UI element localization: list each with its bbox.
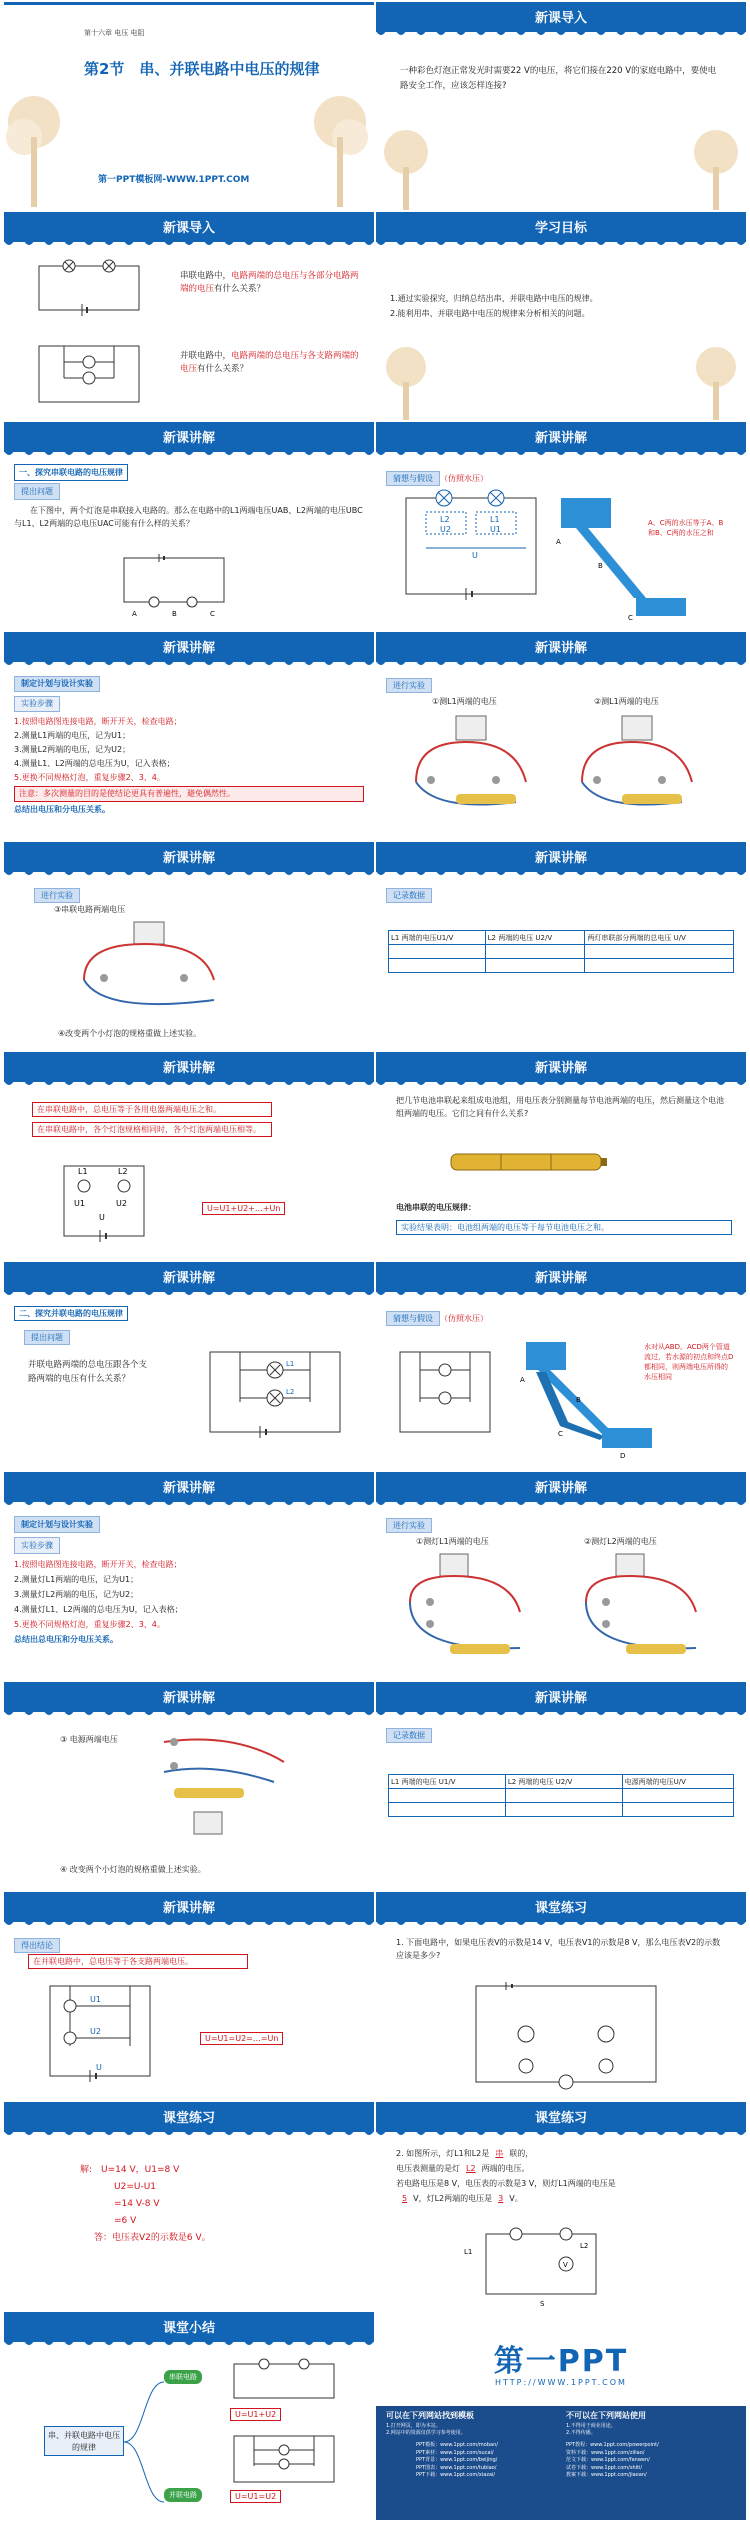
series-question: 串联电路中，电路两端的总电压与各部分电路两端的电压有什么关系？: [180, 271, 359, 294]
credits-col-title: 可以在下列网站找到模板: [386, 2411, 474, 2420]
tree-decoration: [686, 122, 746, 210]
slide-header: 新课讲解: [376, 1262, 746, 1292]
credit-link[interactable]: PPT下载：www.1ppt.com/xiazai/: [416, 2472, 496, 2478]
wave-border: [4, 2131, 374, 2139]
step-item: 2.测量L1两端的电压，记为U1；: [14, 731, 131, 740]
exercise-circuit-diagram: [466, 1976, 666, 2094]
wave-border: [376, 451, 746, 459]
slide-parallel-plan[interactable]: [4, 1472, 374, 1680]
svg-text:L1: L1: [464, 2248, 473, 2256]
battery-text: 把几节电池串联起来组成电池组，用电压表分别测量每节电池两端的电压，然后测量这个电池组两端的电压。它们之间有什么关系?: [396, 1096, 724, 1118]
tag-label: 提出问题: [24, 1330, 70, 1345]
summary-center-box: 串、并联电路中电压的规律: [44, 2426, 124, 2456]
slide-body: [14, 464, 364, 532]
credits-col-text: 1.不得用于商业用途。 2.不得传播。: [566, 2423, 616, 2436]
rule-box: 实验结果表明：电池组两端的电压等于每节电池电压之和。: [396, 1220, 732, 1235]
objectives-list: [390, 290, 736, 322]
slide-series-record[interactable]: [376, 842, 746, 1050]
tag-label: 得出结论: [14, 1938, 60, 1953]
experiment-photo: [134, 1722, 304, 1842]
slide-parallel-hypothesis[interactable]: [376, 1262, 746, 1470]
experiment-caption: ④改变两个小灯泡的规格重做上述实验。: [58, 1029, 202, 1038]
slide-series-plan[interactable]: [4, 632, 374, 840]
exercise-text: 1. 下面电路中，如果电压表V的示数是14 V，电压表V1的示数是8 V，那么电压表V2的示数应该是多少?: [396, 1938, 721, 1960]
svg-text:U2: U2: [440, 525, 451, 534]
hypothesis-tag: 猜想与假设 （仿照水压）: [386, 466, 488, 488]
wave-border: [4, 1921, 374, 1929]
slide-parallel-record[interactable]: [376, 1682, 746, 1890]
objective-item: 1.通过实验探究，归纳总结出串、并联电路中电压的规律。: [390, 294, 598, 303]
chapter-label: 第十六章 电压 电阻: [84, 29, 145, 37]
credit-link[interactable]: PPT背景：www.1ppt.com/beijing/: [416, 2457, 498, 2463]
table-row: [389, 931, 734, 945]
credit-link[interactable]: 试卷下载：www.1ppt.com/shiti/: [566, 2464, 643, 2471]
experiment-photo: [396, 712, 556, 822]
tag-label: 记录数据: [386, 1728, 432, 1743]
series-circuit-diagram: [44, 1156, 184, 1252]
table-row[interactable]: [389, 945, 734, 959]
slide-exercise-2[interactable]: [376, 2102, 746, 2310]
summary-text: 总结出电压和分电压关系。: [14, 805, 110, 814]
svg-text:S: S: [540, 2300, 545, 2308]
record-table: [388, 1774, 734, 1817]
sub-tag: 实验步骤: [14, 1537, 60, 1554]
slide-header: 新课讲解: [4, 1682, 374, 1712]
wave-border: [376, 241, 746, 249]
credits-links: [566, 2442, 706, 2480]
formula-box: U=U1+U2+…+Un: [202, 1202, 285, 1215]
slide-body: [14, 1514, 364, 1648]
experiment-photo: [562, 712, 722, 822]
table-header-cell: 电源两端的电压U/V: [622, 1775, 733, 1789]
table-header-cell: L2 两端的电压 U2/V: [485, 931, 585, 945]
summary-series-diagram: [224, 2356, 344, 2404]
website-label: 第一PPT模板网-WWW.1PPT.COM: [98, 175, 250, 185]
svg-text:U2: U2: [116, 1199, 127, 1208]
summary-text: 总结出总电压和分电压关系。: [14, 1635, 118, 1644]
credit-link[interactable]: PPT素材：www.1ppt.com/sucai/: [416, 2449, 494, 2456]
svg-text:A: A: [132, 610, 137, 618]
slide-header: 课堂练习: [376, 1892, 746, 1922]
svg-text:A: A: [556, 538, 561, 546]
slide-exercise-1[interactable]: [376, 1892, 746, 2100]
tag-label: 制定计划与设计实验: [14, 676, 100, 692]
wave-border: [376, 1081, 746, 1089]
parallel-circuit-diagram: [34, 338, 144, 408]
slide-body: [14, 674, 364, 818]
parallel-circuit-diagram: [40, 1976, 160, 2092]
tree-decoration: [4, 82, 64, 210]
svg-text:U1: U1: [490, 525, 501, 534]
slide-header: 新课讲解: [4, 1892, 374, 1922]
credit-link[interactable]: 资料下载：www.1ppt.com/ziliao/: [566, 2449, 645, 2456]
section-title: 二、探究并联电路的电压规律: [14, 1306, 128, 1321]
slide-header: 新课讲解: [376, 422, 746, 452]
slide-summary[interactable]: [4, 2312, 374, 2520]
slide-header: 新课讲解: [376, 842, 746, 872]
table-header-cell: 两灯串联部分两端的总电压 U/V: [585, 931, 734, 945]
wave-border: [376, 1711, 746, 1719]
parallel-circuit-diagram: [200, 1342, 350, 1442]
slide-series-hypothesis[interactable]: [376, 422, 746, 630]
slide-header: 课堂练习: [4, 2102, 374, 2132]
wave-border: [376, 661, 746, 669]
table-header-cell: L2 两端的电压 U2/V: [505, 1775, 622, 1789]
svg-text:U1: U1: [74, 1199, 85, 1208]
slide-header: 新课讲解: [4, 1052, 374, 1082]
hypothesis-tag: 猜想与假设 （仿照水压）: [386, 1306, 488, 1328]
slide-header: 新课讲解: [4, 422, 374, 452]
slide-header: 学习目标: [376, 212, 746, 242]
slide-header: 新课导入: [376, 2, 746, 32]
experiment-caption: ③ 电源两端电压: [60, 1735, 118, 1744]
record-table: [388, 930, 734, 973]
wave-border: [4, 661, 374, 669]
svg-text:C: C: [558, 1430, 563, 1438]
svg-text:L2: L2: [440, 515, 450, 524]
slide-header: 新课讲解: [4, 842, 374, 872]
wave-border: [4, 241, 374, 249]
slide-header: 新课讲解: [4, 1262, 374, 1292]
svg-text:A: A: [520, 1376, 525, 1384]
summary-formula: U=U1=U2: [230, 2490, 281, 2503]
slide-header: 课堂练习: [376, 2102, 746, 2132]
slide-title[interactable]: [4, 2, 374, 210]
svg-text:L2: L2: [286, 1388, 295, 1396]
objective-item: 2.能利用串、并联电路中电压的规律来分析相关的问题。: [390, 309, 590, 318]
credits-col-title: 不可以在下列网站使用: [566, 2411, 646, 2420]
wave-border: [376, 1291, 746, 1299]
answer-blank[interactable]: L2: [466, 2164, 476, 2173]
solution-line: =14 V-8 V: [114, 2199, 160, 2209]
series-circuit-diagram: [34, 258, 144, 318]
credits-panel: [376, 2406, 746, 2520]
svg-text:B: B: [172, 610, 177, 618]
tag-label: 提出问题: [14, 483, 60, 500]
credit-link[interactable]: 教案下载：www.1ppt.com/jiaoan/: [566, 2472, 647, 2478]
answer-blank[interactable]: 3: [498, 2194, 504, 2203]
answer-blank[interactable]: 5: [402, 2194, 408, 2203]
slide-battery-series[interactable]: [376, 1052, 746, 1260]
tree-decoration: [686, 342, 746, 420]
step-item: 3.测量L2两端的电压，记为U2；: [14, 745, 131, 754]
svg-text:B: B: [576, 1396, 581, 1404]
svg-text:U: U: [472, 551, 478, 560]
step-item: 3.测量灯L2两端的电压，记为U2；: [14, 1590, 139, 1599]
wave-border: [4, 1291, 374, 1299]
credit-link[interactable]: PPT图表：www.1ppt.com/tubiao/: [416, 2464, 497, 2471]
brand-url[interactable]: HTTP://WWW.1PPT.COM: [495, 2378, 627, 2387]
parallel-question: 并联电路中，电路两端的总电压与各支路两端的电压有什么关系？: [180, 351, 359, 374]
wave-border: [376, 1921, 746, 1929]
water-pressure-diagram: [396, 488, 726, 626]
table-header-cell: L1 两端的电压 U1/V: [389, 1775, 506, 1789]
slide-parallel-problem[interactable]: [4, 1262, 374, 1470]
svg-text:C: C: [210, 610, 215, 618]
svg-text:U: U: [96, 2063, 102, 2072]
tag-label: 进行实验: [34, 888, 80, 903]
slide-intro-question[interactable]: [376, 2, 746, 210]
svg-text:U: U: [99, 1213, 105, 1222]
experiment-photo: [390, 1552, 550, 1667]
table-row: [389, 1775, 734, 1789]
svg-text:U2: U2: [90, 2027, 101, 2036]
exercise-text: 2. 如图所示，灯L1和L2是 串 联的， 电压表测量的是灯 L2 两端的电压。 若电路电压是8 V，电压表的示数是3 V，则灯L1两端的电压是 5 V，灯L2两端的电压是 3 V。: [396, 2149, 616, 2203]
table-row[interactable]: [389, 1789, 734, 1803]
experiment-caption: ③串联电路两端电压: [54, 905, 126, 914]
tree-decoration: [310, 82, 370, 210]
wave-border: [4, 451, 374, 459]
wave-border: [376, 1501, 746, 1509]
credit-link[interactable]: PPT模板：www.1ppt.com/moban/: [416, 2442, 498, 2448]
summary-branch: 并联电路: [164, 2488, 202, 2502]
hypothesis-note: A、C两的水压等于A、B和B、C两的水压之和: [648, 519, 724, 537]
slide-header: 新课讲解: [376, 1472, 746, 1502]
slide-intro-circuits[interactable]: [4, 212, 374, 420]
slide-header: 新课导入: [4, 212, 374, 242]
step-item: 1.按照电路图连接电路，断开开关，检查电路；: [14, 717, 182, 726]
experiment-caption: ④ 改变两个小灯泡的规格重做上述实验。: [60, 1865, 206, 1874]
slide-header: 新课讲解: [4, 1472, 374, 1502]
solution-line: =6 V: [114, 2216, 137, 2226]
tree-decoration: [376, 342, 436, 420]
parallel-circuit-diagram: [390, 1342, 500, 1452]
slide-parallel-experiment-1[interactable]: [376, 1472, 746, 1680]
slide-title-text: 第2节 串、并联电路中电压的规律: [84, 60, 320, 78]
slide-parallel-conclusion[interactable]: [4, 1892, 374, 2100]
answer-line: 答：电压表V2的示数是6 V。: [94, 2233, 211, 2243]
summary-formula: U=U1+U2: [230, 2408, 281, 2421]
slide-series-conclusion[interactable]: [4, 1052, 374, 1260]
series-circuit-diagram: [114, 552, 234, 622]
experiment-caption: ①测L1两端的电压: [432, 697, 497, 706]
formula-box: U=U1=U2=…=Un: [200, 2032, 283, 2045]
slide-series-problem[interactable]: [4, 422, 374, 630]
slide-header: 新课讲解: [4, 632, 374, 662]
wave-border: [4, 1501, 374, 1509]
solution-block: [80, 2162, 211, 2247]
svg-text:B: B: [598, 562, 603, 570]
experiment-caption: ①测灯L1两端的电压: [416, 1537, 489, 1546]
svg-text:L1: L1: [78, 1167, 88, 1176]
slide-exercise-1-solution[interactable]: [4, 2102, 374, 2310]
svg-text:L2: L2: [580, 2242, 589, 2250]
slide-credits[interactable]: [376, 2312, 746, 2520]
answer-blank[interactable]: 串: [495, 2149, 504, 2158]
wave-border: [4, 1081, 374, 1089]
exercise-circuit-diagram: [456, 2224, 616, 2308]
table-header-cell: L1 两端的电压U1/V: [389, 931, 486, 945]
credit-link[interactable]: 范文下载：www.1ppt.com/fanwen/: [566, 2457, 650, 2463]
wave-border: [4, 1711, 374, 1719]
svg-text:V: V: [563, 2261, 568, 2269]
credit-link[interactable]: PPT教程：www.1ppt.com/powerpoint/: [566, 2442, 659, 2448]
wave-border: [376, 31, 746, 39]
slide-series-experiment-2[interactable]: [4, 842, 374, 1050]
tag-label: 进行实验: [386, 1518, 432, 1533]
solution-line: 解: U=14 V，U1=8 V: [80, 2165, 180, 2175]
summary-parallel-diagram: [224, 2430, 344, 2486]
slide-parallel-experiment-2[interactable]: [4, 1682, 374, 1890]
problem-text: 并联电路两端的总电压跟各个支路两端的电压有什么关系？: [28, 1360, 148, 1384]
credits-col-text: 1.打开网页，即为本站。 2.网站中的资源仅供学习参考使用。: [386, 2423, 466, 2436]
svg-text:L1: L1: [286, 1360, 295, 1368]
section-title: 一、探究串联电路的电压规律: [14, 464, 128, 481]
summary-branch: 串联电路: [164, 2370, 202, 2384]
wave-border: [4, 871, 374, 879]
problem-text: 在下图中，两个灯泡是串联接入电路的。那么在电路中的L1两端电压UAB、L2两端的电压UBC与L1、L2两端的总电压UAC可能有什么样的关系？: [14, 506, 363, 528]
question-text: 一种彩色灯泡正常发光时需要22 V的电压，将它们接在220 V的家庭电路中，要使电路安全工作，应该怎样连接?: [400, 66, 717, 91]
experiment-photo: [566, 1552, 726, 1667]
step-item: 5.更换不同规格灯泡，重复步骤2、3、4。: [14, 1620, 165, 1629]
tag-label: 制定计划与设计实验: [14, 1516, 100, 1533]
table-row[interactable]: [389, 1803, 734, 1817]
step-item: 4.测量L1、L2两端的总电压为U，记入表格；: [14, 759, 175, 768]
table-row[interactable]: [389, 959, 734, 973]
experiment-caption: ②测灯L2两端的电压: [584, 1537, 657, 1546]
wave-border: [376, 2131, 746, 2139]
tag-label: 进行实验: [386, 678, 432, 693]
conclusion-box: 在并联电路中，总电压等于各支路两端电压。: [28, 1954, 248, 1969]
slide-header: 课堂小结: [4, 2312, 374, 2342]
slide-header: 新课讲解: [376, 1052, 746, 1082]
note-box: 注意：多次测量的目的是使结论更具有普遍性，避免偶然性。: [14, 786, 364, 802]
wave-border: [4, 2341, 374, 2349]
rule-title: 电池串联的电压规律：: [396, 1203, 476, 1212]
step-item: 2.测量灯L1两端的电压，记为U1；: [14, 1575, 139, 1584]
hypothesis-note: 水对从ABD、ACD两个管道流过，若水源的初点和终点D都相同，则两端电压所得的水压相同: [644, 1343, 734, 1381]
conclusion-box: 在串联电路中，总电压等于各用电器两端电压之和。: [32, 1102, 272, 1117]
wave-border: [376, 871, 746, 879]
sub-tag: 实验步骤: [14, 696, 60, 712]
svg-text:C: C: [628, 614, 633, 622]
tag-label: 记录数据: [386, 888, 432, 903]
step-item: 5.更换不同规格灯泡，重复步骤2、3、4。: [14, 773, 165, 782]
svg-text:D: D: [620, 1452, 626, 1460]
conclusion-box: 在串联电路中，各个灯泡规格相同时，各个灯泡两端电压相等。: [32, 1122, 272, 1137]
experiment-photo: [64, 920, 234, 1020]
slide-series-experiment-1[interactable]: [376, 632, 746, 840]
brand-logo: 第一PPT: [493, 2344, 629, 2379]
slide-objectives[interactable]: [376, 212, 746, 420]
credits-links: [416, 2442, 556, 2480]
solution-line: U2=U-U1: [114, 2182, 157, 2192]
step-item: 4.测量灯L1、L2两端的总电压为U，记入表格；: [14, 1605, 183, 1614]
svg-text:L2: L2: [118, 1167, 128, 1176]
experiment-caption: ②测L1两端的电压: [594, 697, 659, 706]
slide-header: 新课讲解: [376, 632, 746, 662]
slide-header: 新课讲解: [376, 1682, 746, 1712]
svg-text:U1: U1: [90, 1995, 101, 2004]
svg-text:L1: L1: [490, 515, 500, 524]
tree-decoration: [376, 122, 436, 210]
step-item: 1.按照电路图连接电路，断开开关，检查电路；: [14, 1560, 182, 1569]
battery-pack-image: [446, 1148, 616, 1178]
